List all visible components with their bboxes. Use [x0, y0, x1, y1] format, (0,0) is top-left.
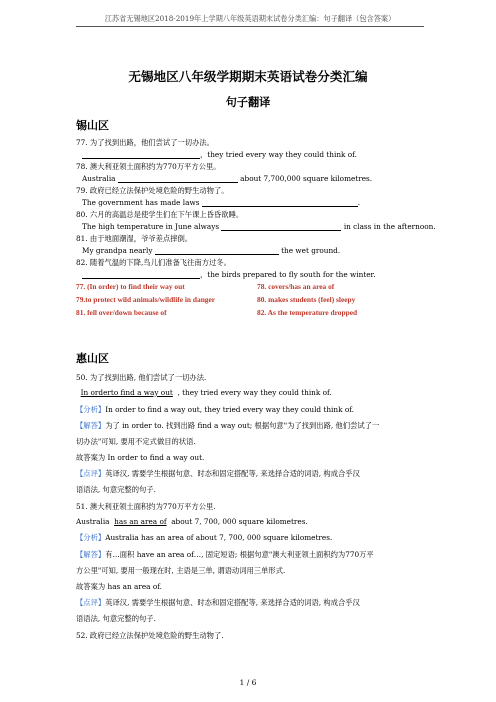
- detail-51-line2: 方公里"可知, 要用一般现在时, 主语是三单, 谓语动词用三单形式.: [76, 566, 286, 575]
- question-79: 79. 政府已经立法保护处境危险的野生动物了。: [76, 186, 229, 195]
- conclusion-50: 故答案为 In order to find a way out.: [76, 453, 205, 462]
- answer-blank: [155, 246, 279, 255]
- document-title: 无锡地区八年级学期期末英语试卷分类汇编: [128, 69, 368, 84]
- question-52: 52. 政府已经立法保护处境危险的野生动物了.: [76, 631, 224, 640]
- answer-blank: [82, 150, 200, 159]
- detail-50-line2: 切办法"可知, 要用不定式做目的状语.: [76, 437, 196, 446]
- conclusion-51: 故答案为 has an area of.: [76, 582, 162, 591]
- section-heading-xishan: 锡山区: [76, 119, 109, 132]
- comment-51-line2: 语语法, 句意完整的句子.: [76, 614, 156, 623]
- question-78: 78. 澳大利亚领土面积约为770万平方公里。: [76, 162, 221, 171]
- answer-77: 77. (In order) to find their way out: [76, 282, 185, 291]
- page-number: 1 / 6: [239, 678, 257, 687]
- answer-blank: [221, 222, 341, 231]
- question-81-prompt: My grandpa nearly the wet ground.: [82, 246, 341, 255]
- answer-82: 82. As the temperature dropped: [257, 308, 358, 317]
- detail-50-line1: 【解答】为了 in order to. 找到出路 find a way out; 根据句意"为了找到出路, 他们尝试了一: [76, 421, 380, 430]
- comment-50-line2: 语语法, 句意完整的句子.: [76, 485, 156, 494]
- answer-81: 81. fell over/down because of: [76, 308, 167, 317]
- analysis-51: 【分析】Australia has an area of about 7, 700, 000 square kilometres.: [76, 533, 333, 542]
- question-82-prompt: ，the birds prepared to fly south for the winter.: [82, 270, 376, 279]
- answer-80: 80. makes students (feel) sleepy: [257, 295, 356, 304]
- filled-answer: In orderto find a way out: [80, 388, 173, 397]
- question-79-prompt: The government has made laws .: [82, 198, 361, 207]
- question-81: 81. 由于地面潮湿，爷爷差点摔倒。: [76, 234, 193, 243]
- question-80-prompt: The high temperature in June always in class in the afternoon.: [82, 222, 436, 231]
- question-80: 80. 六月的高温总是使学生们在下午课上昏昏欲睡。: [76, 210, 244, 219]
- answer-blank: [202, 198, 358, 207]
- question-78-prompt: Australia about 7,700,000 square kilometres.: [82, 174, 373, 183]
- section-heading-huishan: 惠山区: [76, 352, 109, 365]
- question-51: 51. 澳大利亚领土面积约为770万平方公里.: [76, 502, 216, 511]
- question-50: 50. 为了找到出路, 他们尝试了一切办法.: [76, 373, 207, 382]
- answer-blank: [82, 270, 200, 279]
- question-77-prompt: ，they tried every way they could think of.: [82, 150, 357, 159]
- question-51-prompt: Australia has an area of about 7, 700, 000 square kilometres.: [76, 517, 308, 526]
- answer-blank: [118, 174, 238, 183]
- document-subtitle: 句子翻译: [225, 95, 271, 109]
- header-divider: [76, 26, 424, 27]
- answer-79: 79.to protect wild animals/wildlife in danger: [76, 295, 216, 304]
- question-50-prompt: In orderto find a way out , they tried every way they could think of.: [80, 388, 332, 397]
- comment-51-line1: 【点评】英译汉, 需要学生根据句意、时态和固定搭配等, 来选择合适的词语, 构成合乎汉: [76, 598, 360, 607]
- answer-78: 78. covers/has an area of: [257, 282, 335, 291]
- question-82: 82. 随着气温的下降,鸟儿们准备飞往南方过冬。: [76, 258, 231, 267]
- analysis-50: 【分析】In order to find a way out, they tried every way they could think of.: [76, 405, 354, 414]
- comment-50-line1: 【点评】英译汉, 需要学生根据句意、时态和固定搭配等, 来选择合适的词语, 构成合乎汉: [76, 469, 360, 478]
- page-header: 江苏省无锡地区2018-2019年上学期八年级英语期末试卷分类汇编：句子翻译（包含答案）: [104, 14, 396, 23]
- detail-51-line1: 【解答】有…面积 have an area of…, 固定短语; 根据句意"澳大利亚领土面积约为770万平: [76, 550, 374, 559]
- question-77: 77. 为了找到出路，他们尝试了一切办法。: [76, 138, 214, 147]
- filled-answer: has an area of: [114, 517, 167, 526]
